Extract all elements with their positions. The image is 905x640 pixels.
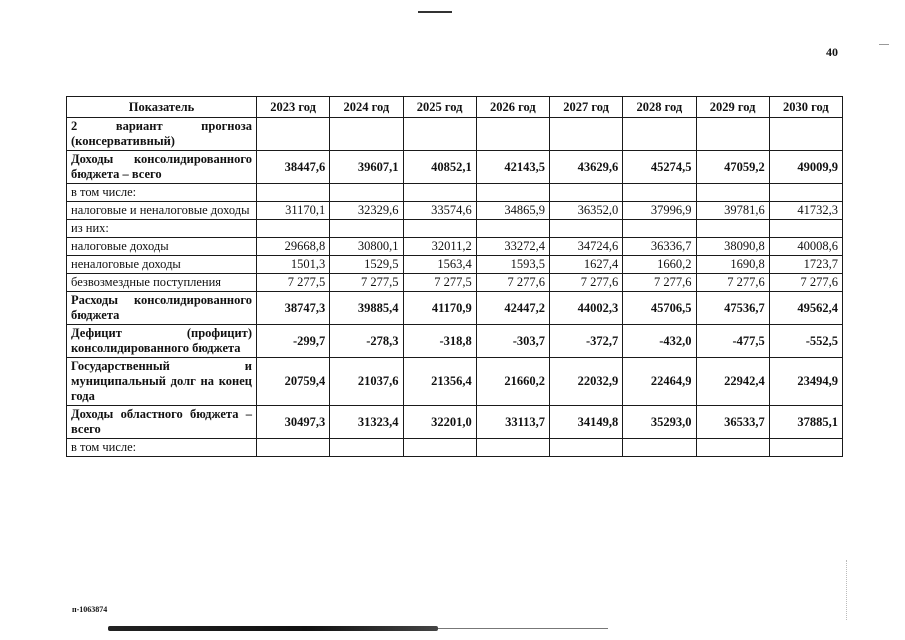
forecast-table [66, 96, 843, 457]
table-row [67, 439, 843, 457]
cell-value [696, 439, 769, 457]
scan-mark-top [418, 11, 452, 13]
cell-value: 1660,2 [623, 256, 696, 274]
cell-value: 35293,0 [623, 406, 696, 439]
cell-value: 1690,8 [696, 256, 769, 274]
cell-value: 47536,7 [696, 292, 769, 325]
cell-value: 41170,9 [403, 292, 476, 325]
cell-value: 34865,9 [476, 202, 549, 220]
row-label: 2 вариант прогноза (консервативный) [67, 118, 257, 151]
cell-value [330, 220, 403, 238]
cell-value: 34724,6 [550, 238, 623, 256]
column-header-2030: 2030 год [769, 97, 842, 118]
cell-value: 22464,9 [623, 358, 696, 406]
scan-mark-right [879, 44, 889, 45]
cell-value [696, 220, 769, 238]
cell-value: -318,8 [403, 325, 476, 358]
table-row [67, 220, 843, 238]
table-row [67, 238, 843, 256]
cell-value: 32011,2 [403, 238, 476, 256]
cell-value: 38090,8 [696, 238, 769, 256]
row-label: в том числе: [67, 184, 257, 202]
cell-value: 7 277,6 [696, 274, 769, 292]
cell-value: 1501,3 [257, 256, 330, 274]
cell-value: 1563,4 [403, 256, 476, 274]
cell-value: 40008,6 [769, 238, 842, 256]
column-header-2023: 2023 год [257, 97, 330, 118]
cell-value: 41732,3 [769, 202, 842, 220]
row-label: Доходы областного бюджета – всего [67, 406, 257, 439]
cell-value: 49562,4 [769, 292, 842, 325]
cell-value [403, 439, 476, 457]
scan-mark-bottom [108, 626, 438, 631]
cell-value: 31170,1 [257, 202, 330, 220]
cell-value: 43629,6 [550, 151, 623, 184]
scan-mark-dots [846, 560, 849, 620]
cell-value [769, 184, 842, 202]
cell-value: 1723,7 [769, 256, 842, 274]
row-label: Расходы консолидированного бюджета [67, 292, 257, 325]
table-header-row [67, 97, 843, 118]
cell-value [696, 118, 769, 151]
cell-value: 40852,1 [403, 151, 476, 184]
cell-value [550, 220, 623, 238]
cell-value: 21037,6 [330, 358, 403, 406]
page-number: 40 [826, 45, 838, 59]
cell-value: 42447,2 [476, 292, 549, 325]
cell-value [476, 220, 549, 238]
cell-value: 39885,4 [330, 292, 403, 325]
cell-value: -278,3 [330, 325, 403, 358]
cell-value: 32201,0 [403, 406, 476, 439]
column-header-indicator: Показатель [67, 97, 257, 118]
column-header-2028: 2028 год [623, 97, 696, 118]
cell-value: 21660,2 [476, 358, 549, 406]
column-header-2029: 2029 год [696, 97, 769, 118]
cell-value: 36533,7 [696, 406, 769, 439]
cell-value: 36336,7 [623, 238, 696, 256]
cell-value [623, 439, 696, 457]
column-header-2024: 2024 год [330, 97, 403, 118]
cell-value: 7 277,6 [476, 274, 549, 292]
row-label: из них: [67, 220, 257, 238]
cell-value [330, 184, 403, 202]
cell-value [476, 184, 549, 202]
cell-value: 1529,5 [330, 256, 403, 274]
cell-value [403, 220, 476, 238]
table-row [67, 406, 843, 439]
cell-value [769, 118, 842, 151]
row-label: неналоговые доходы [67, 256, 257, 274]
cell-value: -477,5 [696, 325, 769, 358]
cell-value: -303,7 [476, 325, 549, 358]
row-label: в том числе: [67, 439, 257, 457]
cell-value [696, 184, 769, 202]
cell-value [769, 439, 842, 457]
row-label: налоговые и неналоговые доходы [67, 202, 257, 220]
cell-value: 37885,1 [769, 406, 842, 439]
cell-value: 36352,0 [550, 202, 623, 220]
cell-value: 22942,4 [696, 358, 769, 406]
cell-value: 42143,5 [476, 151, 549, 184]
cell-value: 23494,9 [769, 358, 842, 406]
cell-value: -552,5 [769, 325, 842, 358]
row-label: Дефицит (профицит) консолидированного бюджета [67, 325, 257, 358]
cell-value: 7 277,5 [403, 274, 476, 292]
cell-value [476, 439, 549, 457]
cell-value: 38447,6 [257, 151, 330, 184]
cell-value: 20759,4 [257, 358, 330, 406]
cell-value: 33113,7 [476, 406, 549, 439]
cell-value: 32329,6 [330, 202, 403, 220]
table-row [67, 256, 843, 274]
cell-value [330, 439, 403, 457]
cell-value: 7 277,6 [550, 274, 623, 292]
cell-value: 7 277,6 [623, 274, 696, 292]
cell-value: 39607,1 [330, 151, 403, 184]
table-row [67, 358, 843, 406]
cell-value: 7 277,5 [257, 274, 330, 292]
cell-value: 30800,1 [330, 238, 403, 256]
cell-value [403, 118, 476, 151]
column-header-2027: 2027 год [550, 97, 623, 118]
cell-value: -432,0 [623, 325, 696, 358]
cell-value [550, 184, 623, 202]
table-row [67, 118, 843, 151]
cell-value: 1627,4 [550, 256, 623, 274]
column-header-2025: 2025 год [403, 97, 476, 118]
cell-value: -299,7 [257, 325, 330, 358]
cell-value [769, 220, 842, 238]
row-label: налоговые доходы [67, 238, 257, 256]
cell-value: 45274,5 [623, 151, 696, 184]
cell-value: 49009,9 [769, 151, 842, 184]
table-row [67, 292, 843, 325]
cell-value [257, 439, 330, 457]
cell-value [623, 184, 696, 202]
document-code: п-1063874 [72, 605, 108, 614]
cell-value: 37996,9 [623, 202, 696, 220]
table-row [67, 184, 843, 202]
cell-value [257, 118, 330, 151]
cell-value: 47059,2 [696, 151, 769, 184]
cell-value: 7 277,5 [330, 274, 403, 292]
column-header-2026: 2026 год [476, 97, 549, 118]
cell-value: 29668,8 [257, 238, 330, 256]
table-row [67, 274, 843, 292]
cell-value [623, 118, 696, 151]
cell-value: 44002,3 [550, 292, 623, 325]
cell-value [550, 439, 623, 457]
row-label: Доходы консолидированного бюджета – всего [67, 151, 257, 184]
cell-value: 22032,9 [550, 358, 623, 406]
cell-value [257, 220, 330, 238]
cell-value: 31323,4 [330, 406, 403, 439]
cell-value: -372,7 [550, 325, 623, 358]
cell-value [403, 184, 476, 202]
cell-value: 33272,4 [476, 238, 549, 256]
cell-value: 30497,3 [257, 406, 330, 439]
cell-value [476, 118, 549, 151]
cell-value: 7 277,6 [769, 274, 842, 292]
table-row [67, 151, 843, 184]
scan-mark-bottom-thin [438, 628, 608, 629]
row-label: Государственный и муниципальный долг на конец года [67, 358, 257, 406]
cell-value: 33574,6 [403, 202, 476, 220]
cell-value [623, 220, 696, 238]
cell-value: 39781,6 [696, 202, 769, 220]
cell-value [550, 118, 623, 151]
cell-value: 1593,5 [476, 256, 549, 274]
cell-value: 34149,8 [550, 406, 623, 439]
table-row [67, 325, 843, 358]
row-label: безвозмездные поступления [67, 274, 257, 292]
table-row [67, 202, 843, 220]
cell-value: 38747,3 [257, 292, 330, 325]
cell-value [330, 118, 403, 151]
cell-value: 21356,4 [403, 358, 476, 406]
cell-value: 45706,5 [623, 292, 696, 325]
cell-value [257, 184, 330, 202]
